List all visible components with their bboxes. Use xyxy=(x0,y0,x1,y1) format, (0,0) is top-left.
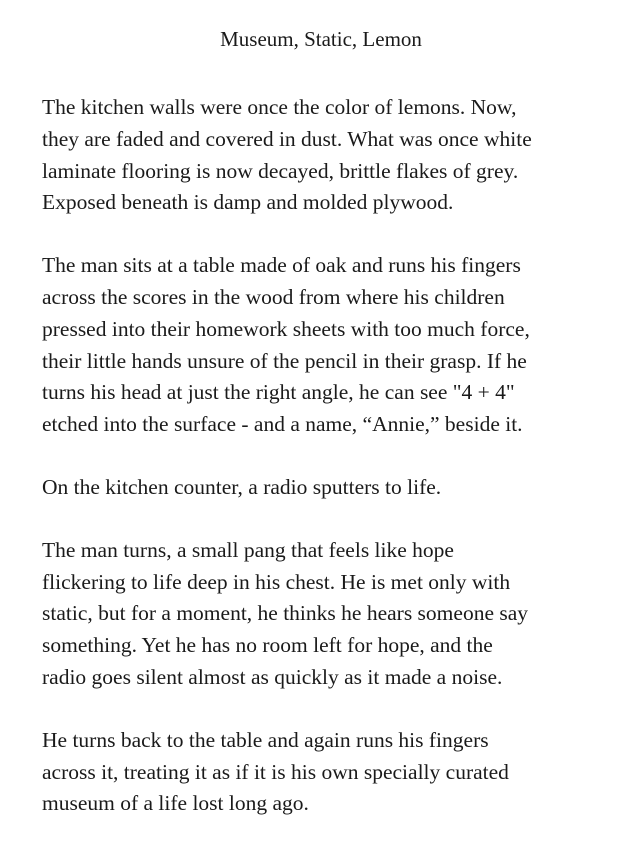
paragraph-3 xyxy=(42,472,600,504)
paragraph-2 xyxy=(42,250,600,441)
text-line: On the kitchen counter, a radio sputters to life. xyxy=(42,474,442,499)
text-line: turns his head at just the right angle, he can see "4 + 4" xyxy=(42,380,515,405)
text-line: pressed into their homework sheets with too much force, xyxy=(42,316,530,341)
text-line: The kitchen walls were once the color of lemons. Now, xyxy=(42,95,517,119)
text-line: flickering to life deep in his chest. He is met only with xyxy=(42,569,511,594)
text-line: their little hands unsure of the pencil in their grasp. If he xyxy=(42,348,527,373)
text-line: laminate flooring is now decayed, brittle flakes of grey. xyxy=(42,158,519,183)
text-line: The man turns, a small pang that feels like hope xyxy=(42,537,454,562)
text-line: The man sits at a table made of oak and runs his fingers xyxy=(42,253,521,278)
paragraph-4 xyxy=(42,535,600,694)
text-line: museum of a life lost long ago. xyxy=(42,791,309,816)
text-line: radio goes silent almost as quickly as it made a noise. xyxy=(42,664,503,689)
text-line: across it, treating it as if it is his own specially curated xyxy=(42,759,509,784)
text-line: etched into the surface - and a name, “Annie,” beside it. xyxy=(42,412,523,437)
text-line: He turns back to the table and again runs his fingers xyxy=(42,727,489,752)
text-line: Exposed beneath is damp and molded plywood. xyxy=(42,190,454,215)
text-line: static, but for a moment, he thinks he hears someone say xyxy=(42,601,529,626)
text-line: across the scores in the wood from where his children xyxy=(42,284,505,309)
document-title: Museum, Static, Lemon xyxy=(220,27,422,51)
text-line: something. Yet he has no room left for hope, and the xyxy=(42,633,493,658)
paragraph-5 xyxy=(42,725,600,820)
text-line: they are faded and covered in dust. What was once white xyxy=(42,126,532,151)
paragraph-1 xyxy=(42,92,600,219)
